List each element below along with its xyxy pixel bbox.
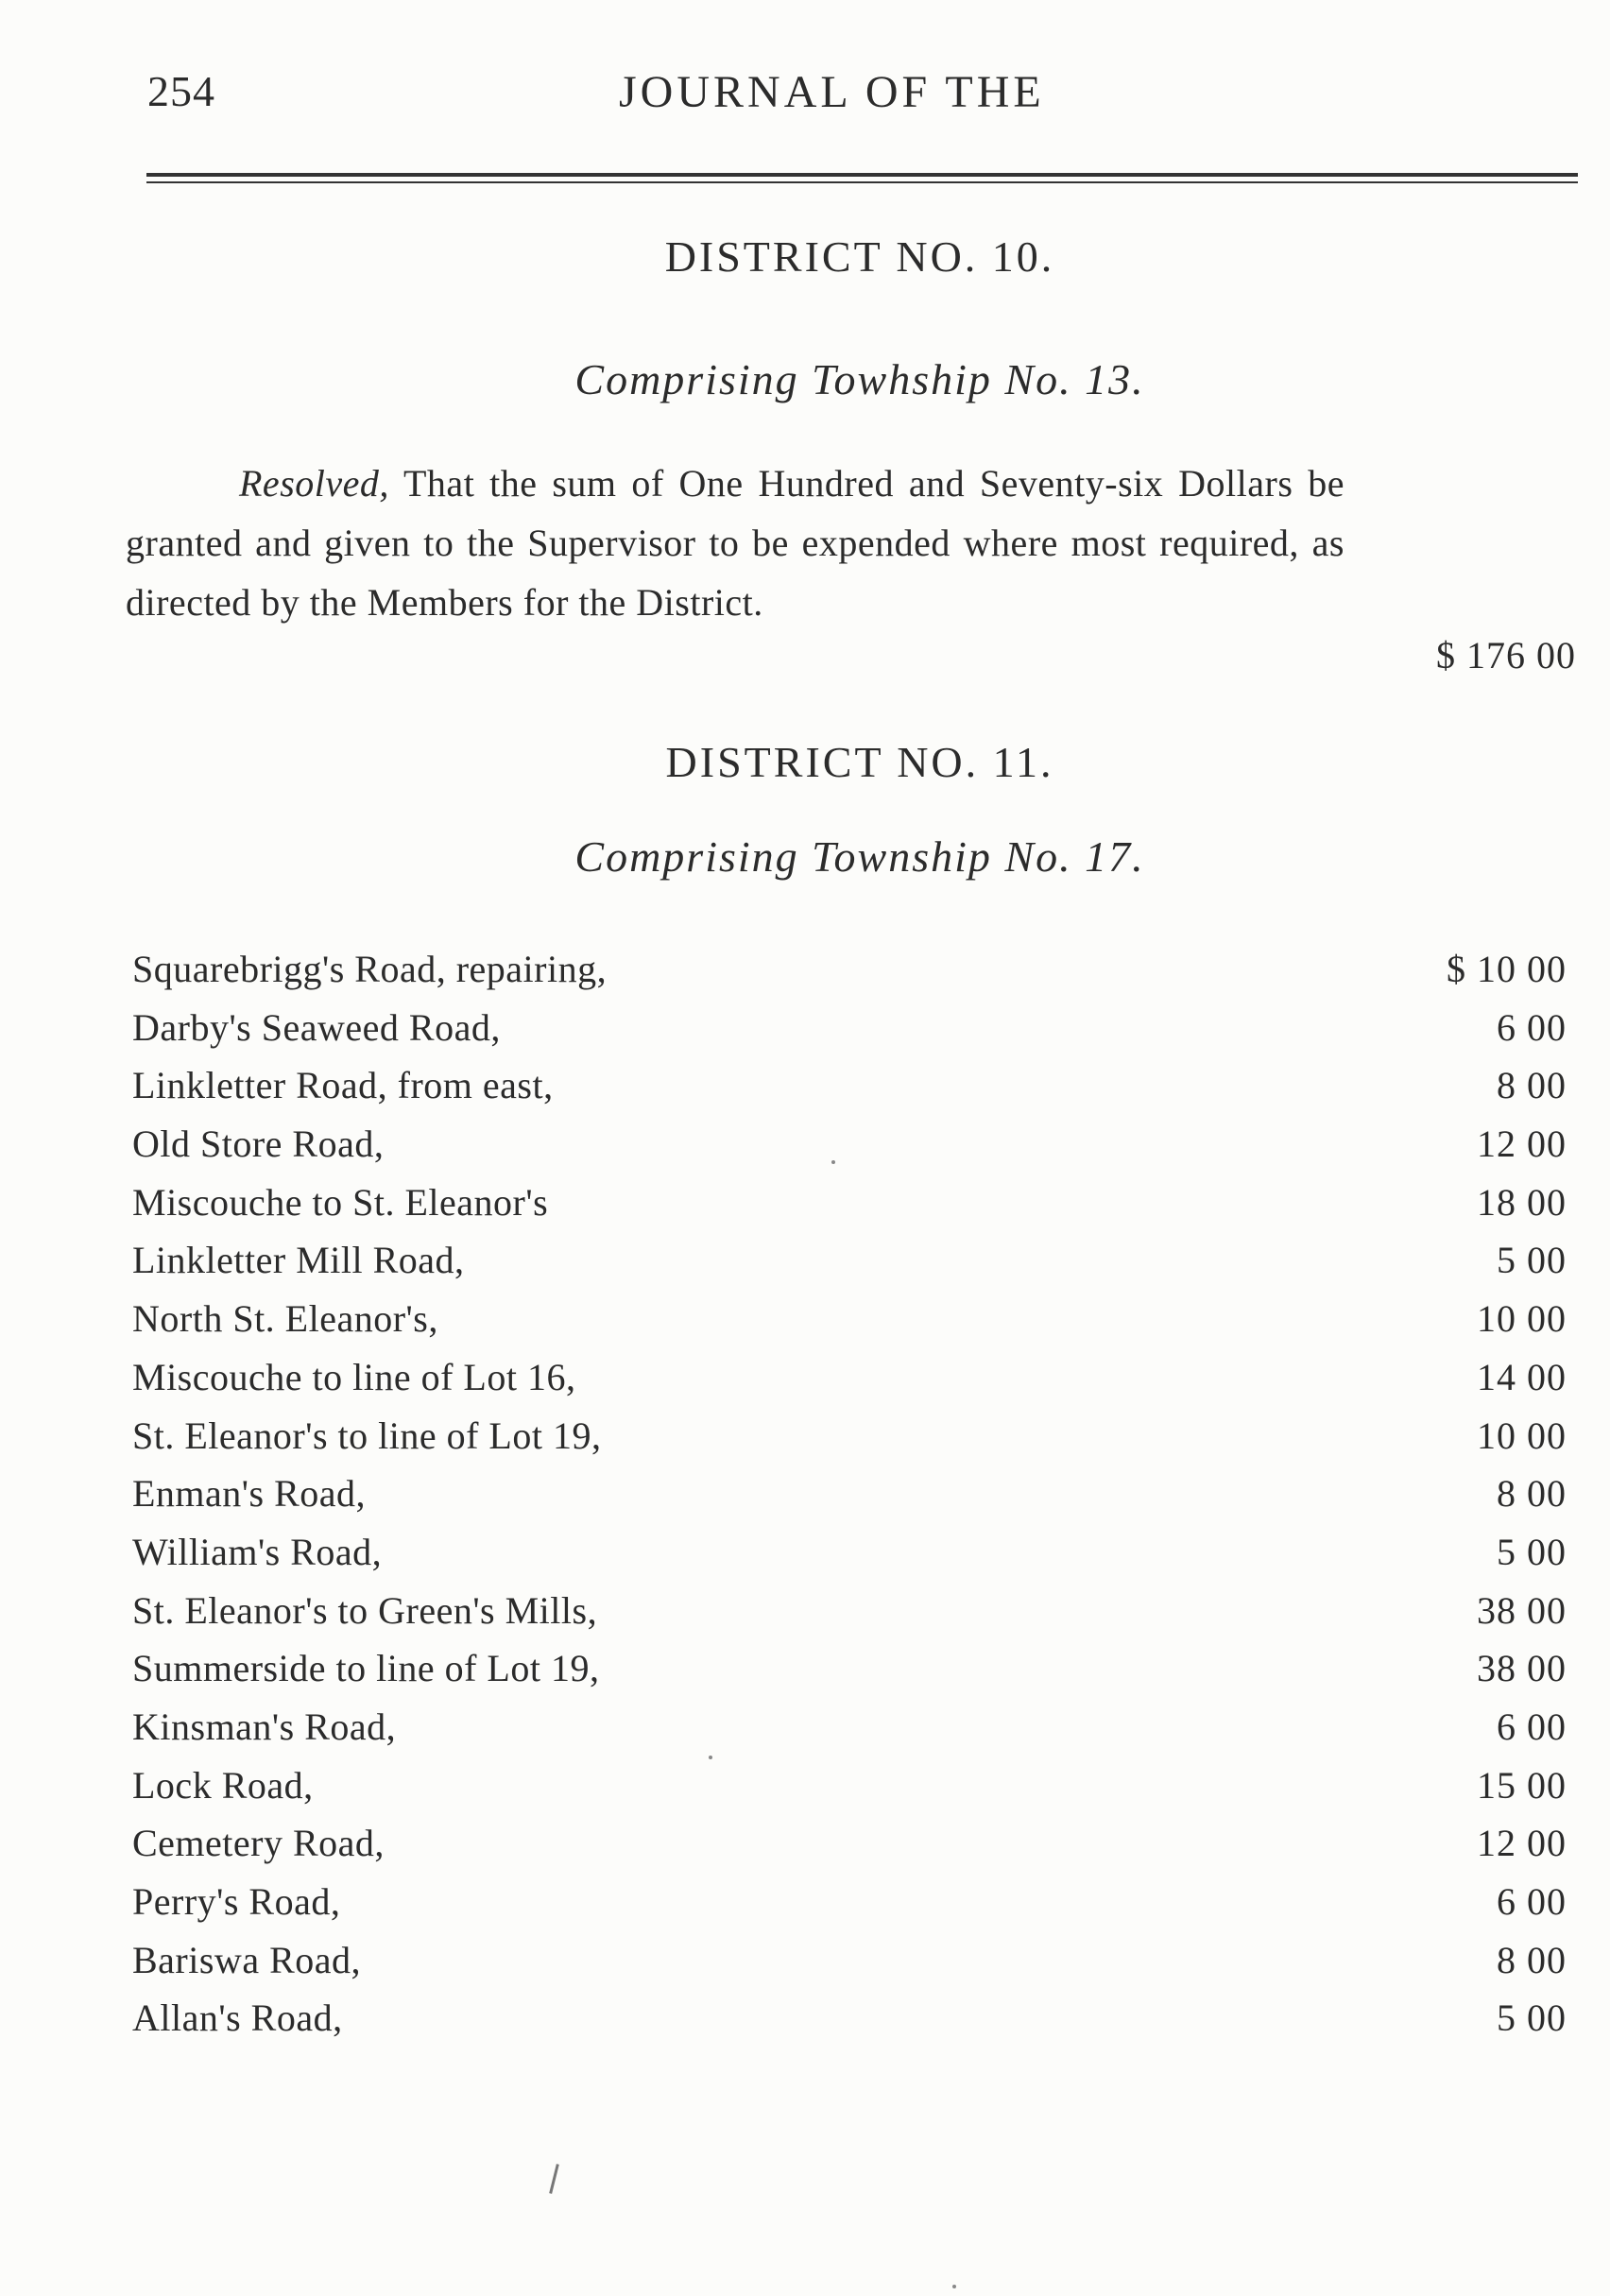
road-name: Lock Road,: [132, 1763, 314, 1807]
road-name: Perry's Road,: [132, 1880, 341, 1923]
road-amount: 8 00: [1497, 1064, 1567, 1107]
road-name: Darby's Seaweed Road,: [132, 1005, 501, 1049]
district-11-heading: DISTRICT NO. 11.: [665, 738, 1054, 786]
road-row: [132, 940, 1576, 999]
road-amount: 10 00: [1477, 1297, 1567, 1341]
road-row: [132, 1989, 1576, 2048]
road-row: [132, 1582, 1576, 1640]
road-amount: 8 00: [1497, 1938, 1567, 1981]
page-header: [142, 66, 1573, 123]
road-row: [132, 1639, 1576, 1698]
road-name: Allan's Road,: [132, 1996, 343, 2040]
road-row: [132, 1523, 1576, 1582]
road-name: Enman's Road,: [132, 1472, 367, 1516]
road-name: Linkletter Mill Road,: [132, 1239, 465, 1282]
road-row: [132, 1174, 1576, 1232]
road-name: Linkletter Road, from east,: [132, 1064, 554, 1107]
resolution-text: That the sum of One Hundred and Seventy-six Dollars be granted and given to the Supervisor to be expended where most required, as directed by the Members for the District.: [126, 462, 1345, 624]
road-amount: 15 00: [1477, 1763, 1567, 1807]
road-name: Summerside to line of Lot 19,: [132, 1647, 600, 1690]
road-row: [132, 1465, 1576, 1523]
road-amount: 5 00: [1497, 1996, 1567, 2040]
road-row: [132, 1290, 1576, 1348]
road-amount: 5 00: [1497, 1530, 1567, 1573]
road-amount: 6 00: [1497, 1705, 1567, 1748]
road-row: [132, 1348, 1576, 1407]
road-amount: 14 00: [1477, 1355, 1567, 1398]
district-10-resolution: [126, 454, 1345, 632]
header-rule-thin: [146, 181, 1578, 183]
road-amount: 18 00: [1477, 1180, 1567, 1224]
road-name: North St. Eleanor's,: [132, 1297, 438, 1341]
road-name: Old Store Road,: [132, 1122, 385, 1166]
road-row: [132, 1056, 1576, 1115]
road-row: [132, 1115, 1576, 1174]
road-amount: 10 00: [1477, 1414, 1567, 1457]
ink-speck: [709, 1756, 712, 1759]
district-10-amount: $ 176 00: [1436, 634, 1576, 677]
road-amount: 38 00: [1477, 1647, 1567, 1690]
road-row: [132, 1814, 1576, 1873]
road-name: Miscouche to line of Lot 16,: [132, 1355, 576, 1398]
stray-ink-mark: [549, 2164, 559, 2194]
ink-speck: [952, 2285, 956, 2288]
road-row: [132, 999, 1576, 1057]
district-11-subheading: Comprising Township No. 17.: [574, 832, 1145, 881]
district-10-subheading: Comprising Towhship No. 13.: [574, 355, 1145, 403]
road-amount: 8 00: [1497, 1472, 1567, 1516]
header-rule-thick: [146, 173, 1578, 177]
road-amount: 38 00: [1477, 1588, 1567, 1632]
road-row: [132, 1231, 1576, 1290]
road-row: [132, 1931, 1576, 1990]
road-amount: 6 00: [1497, 1005, 1567, 1049]
road-amount: $ 10 00: [1447, 948, 1567, 990]
resolution-lead: Resolved,: [239, 462, 389, 505]
district-10-heading: DISTRICT NO. 10.: [664, 232, 1055, 281]
road-amount: 12 00: [1477, 1122, 1567, 1166]
road-name: St. Eleanor's to line of Lot 19,: [132, 1414, 602, 1457]
road-name: Bariswa Road,: [132, 1938, 362, 1981]
road-appropriation-list: [132, 940, 1576, 2048]
ink-speck: [831, 1160, 835, 1164]
road-name: Cemetery Road,: [132, 1822, 385, 1865]
road-row: [132, 1873, 1576, 1931]
road-amount: 5 00: [1497, 1239, 1567, 1282]
road-name: William's Road,: [132, 1530, 383, 1573]
page-number: 254: [147, 67, 215, 115]
road-name: St. Eleanor's to Green's Mills,: [132, 1588, 598, 1632]
running-head: JOURNAL OF THE: [619, 67, 1045, 117]
road-amount: 12 00: [1477, 1822, 1567, 1865]
road-name: Kinsman's Road,: [132, 1705, 397, 1748]
road-name: Miscouche to St. Eleanor's: [132, 1180, 549, 1224]
road-row: [132, 1407, 1576, 1465]
road-row: [132, 1756, 1576, 1815]
road-name: Squarebrigg's Road, repairing,: [132, 948, 608, 990]
road-amount: 6 00: [1497, 1880, 1567, 1923]
road-row: [132, 1698, 1576, 1756]
